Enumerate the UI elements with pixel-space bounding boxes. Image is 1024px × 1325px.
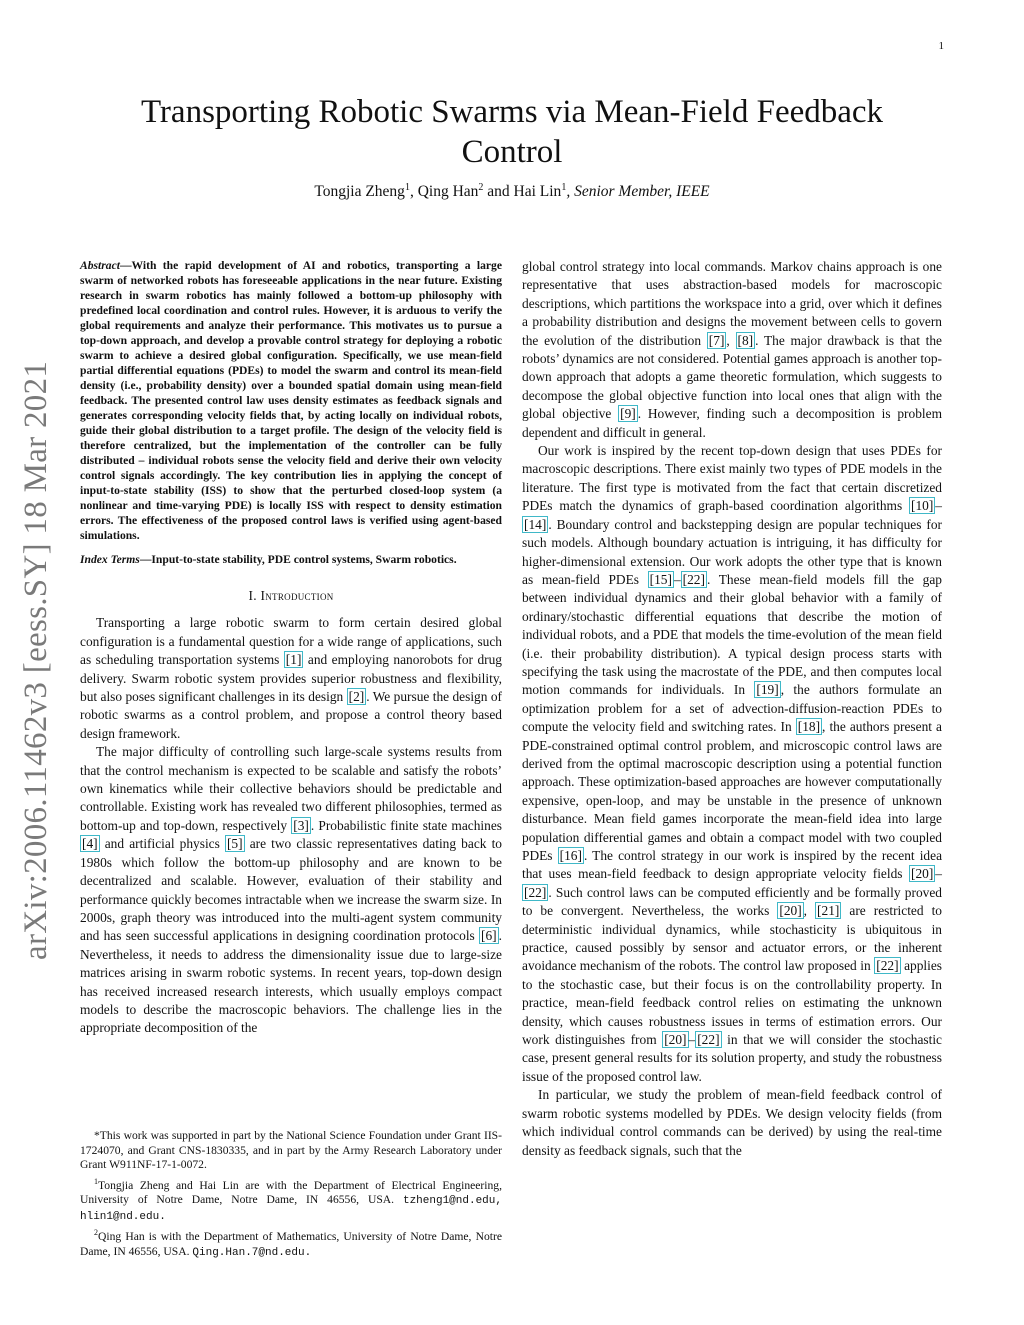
arxiv-identifier-stamp[interactable]: arXiv:2006.11462v3 [eess.SY] 18 Mar 2021	[18, 360, 54, 960]
citation-link[interactable]: [7]	[708, 332, 725, 348]
author-line	[100, 182, 924, 201]
affiliation-mark: 2	[478, 182, 484, 193]
intro-paragraph-1	[80, 614, 502, 743]
paragraph-text: . Nevertheless, it needs to address the dimensionality issue due to large-size matrices arising in swarm robotic systems. In recent years, top-down design has received increased research interests, which usually employs compact models to describe the macroscopic behaviors. The challenge lies in the appropriate decomposition of the	[80, 928, 502, 1036]
footnotes	[80, 1129, 502, 1262]
citation-link[interactable]: [22]	[682, 571, 705, 587]
right-column	[522, 258, 942, 1160]
citation-link[interactable]: [8]	[737, 332, 754, 348]
paragraph-text: global control strategy into local commands. Markov chains approach is one representative that uses abstraction-based models for macroscopic descriptions, which partitions the workspace into a grid, over which it defines a probability distribution and designs the movement between cells to govern the evolution of the distribution	[522, 259, 942, 348]
paragraph-text: –	[935, 866, 942, 882]
index-terms-text: —Input-to-state stability, PDE control systems, Swarm robotics.	[139, 553, 457, 566]
paragraph-text: applies to the stochastic case, but their focus is on the controllability property. In practice, mean-field feedback control relies on estimating the unknown density, which causes robustness issues in terms of estimation errors. Our work distinguishes from	[522, 958, 943, 1048]
intro-paragraph-4	[522, 442, 942, 1086]
citation-link[interactable]: [18]	[797, 719, 821, 735]
intro-paragraph-2	[80, 743, 502, 1038]
citation-link[interactable]: [19]	[756, 682, 779, 698]
email-address[interactable]: tzheng1@nd.edu, hlin1@nd.edu.	[80, 1195, 502, 1223]
paragraph-text: . The major drawback is that the robots’ dynamics are not considered. Potential games approach is another top-down approach that adopts a game theoretic formulation, which suggests to decompose the global objective function into local ones that align with the global objective	[522, 332, 942, 422]
author-role: , Senior Member, IEEE	[566, 183, 710, 201]
funding-footnote: *This work was supported in part by the National Science Foundation under Grant IIS-1724070, and Grant CNS-1830335, and in part by the Army Research Laboratory under Grant W911NF-17-1-0072.	[80, 1129, 502, 1172]
citation-link[interactable]: [15]	[649, 571, 672, 587]
citation-link[interactable]: [22]	[697, 1032, 720, 1048]
citation-link[interactable]: [1]	[285, 652, 302, 668]
affiliation-mark: 1	[561, 182, 567, 193]
page-number: 1	[938, 40, 944, 52]
paragraph-text: . Boundary control and backstepping design are popular techniques for such models. Although boundary actuation is intriguing, it has difficulty for higher-dimensional extension. Our work adopts the other type that is known as mean-field PDEs	[522, 516, 942, 587]
citation-link[interactable]: [20]	[779, 903, 802, 919]
paragraph-text: –	[688, 1032, 696, 1048]
citation-link[interactable]: [10]	[910, 498, 934, 514]
abstract	[80, 258, 502, 543]
paragraph-text: are restricted to deterministic individual dynamics, while stochasticity is ubiquitous in practice, caused possibly by sensor and actuator errors, or the inherent avoidance mechanism of the robots. The control law proposed in	[522, 903, 942, 974]
paper-title: Transporting Robotic Swarms via Mean-Field Feedback Control	[140, 94, 884, 170]
abstract-text: —With the rapid development of AI and robotics, transporting a large swarm of networked robots has foreseeable applications in the near future. Existing research in swarm robotics has mainly followed a bottom-up philosophy with predefined local coordination and control rules. However, it is arduous to verify the global requirements and analyze their performance. This motivates us to pursue a top-down approach, and develop a provable control strategy for deploying a robotic swarm to achieve a desired global configuration. Specifically, we use mean-field partial differential equations (PDEs) to model the swarm and control its mean-field density (i.e., probability density) over a bounded spatial domain using mean-field feedback. The presented control law uses density estimates as feedback signals and generates corresponding velocity fields that, by acting locally on individual robots, guide their global distribution to a target profile. The design of the velocity field is therefore centralized, but the implementation of the controller can be fully distributed – individual robots sense the velocity field and derive their own velocity control signals accordingly. The key contribution lies in applying the concept of input-to-state stability (ISS) to show that the perturbed closed-loop system (a nonlinear and time-varying PDE) is locally ISS with respect to density estimation errors. The effectiveness of the proposed control laws is verified using agent-based simulations.	[80, 259, 502, 542]
paragraph-text: . Such control laws can be computed efficiently and be formally proved to be convergent. Nevertheless, the works	[522, 884, 942, 919]
citation-link[interactable]: [2]	[348, 689, 365, 705]
citation-link[interactable]: [6]	[481, 928, 497, 944]
footnote-mark: 2	[94, 1228, 98, 1238]
affiliation-mark: 1	[404, 182, 410, 193]
section-heading-introduction: I. Introduction	[248, 588, 334, 603]
paragraph-text: Transporting a large robotic swarm to form certain desired global configuration is a fundamental question for a wide range of applications, such as scheduling transportation systems	[80, 615, 502, 668]
footnote-text: Tongjia Zheng and Hai Lin are with the Department of Electrical Engineering, University of Notre Dame, Notre Dame, IN 46556, USA.	[80, 1178, 502, 1207]
affiliation-footnote-2	[80, 1226, 502, 1260]
footnote-mark: 1	[94, 1176, 98, 1186]
paragraph-text: ,	[726, 332, 736, 348]
paragraph-text: . The control strategy in our work is inspired by the recent idea that uses mean-field feedback to design appropriate velocity fields	[522, 848, 943, 882]
paragraph-text: –	[935, 498, 942, 514]
citation-link[interactable]: [22]	[876, 958, 899, 974]
paragraph-text: The major difficulty of controlling such large-scale systems results from that the control mechanism is expected to be scalable and satisfy the robots’ own kinematics while their collective behaviors should be predictable and controllable. Existing work has revealed two different philosophies, termed as bottom-up and top-down, respectively	[80, 744, 502, 833]
paragraph-text: ,	[803, 903, 816, 919]
footnote-text: Qing Han is with the Department of Mathematics, University of Notre Dame, Notre Dame, IN 46556, USA.	[80, 1230, 502, 1258]
intro-paragraph-5	[522, 1086, 942, 1160]
citation-link[interactable]: [20]	[664, 1032, 687, 1048]
paragraph-text: –	[673, 571, 681, 587]
paragraph-text: , the authors present a PDE-constrained optimal control problem, and microscopic control laws are derived from the optimal macroscopic description using a potential function approach. These optimization-based approaches are however computationally expensive, open-loop, and may be unstable in the presence of unknown disturbance. Mean field games incorporate the mean-field idea into large population differential games and obtain a compact model with two coupled PDEs	[522, 719, 942, 863]
intro-paragraph-3	[522, 258, 942, 442]
paragraph-text: in that we will consider the stochastic case, present general results for its solution property, and study the robustness issue of the proposed control law.	[522, 1032, 942, 1084]
citation-link[interactable]: [16]	[559, 848, 582, 863]
paragraph-text: . We pursue the design of robotic swarms as a control problem, and propose a control theory based design framework.	[80, 689, 502, 741]
paragraph-text: and employing nanorobots for drug delivery. Swarm robotic system provides superior robustness and flexibility, but also poses significant challenges in its design	[80, 652, 502, 705]
citation-link[interactable]: [20]	[910, 866, 934, 882]
citation-link[interactable]: [21]	[817, 903, 840, 919]
paragraph-text: . Probabilistic finite state machines	[310, 817, 502, 833]
paragraph-text: In particular, we study the problem of mean-field feedback control of swarm robotic systems modelled by PDEs. We design velocity fields (from which individual control commands can be derived) by using the real-time density as feedback signals, such that the	[522, 1087, 942, 1158]
citation-link[interactable]: [4]	[82, 836, 98, 852]
author-name: and Hai Lin	[483, 183, 562, 201]
index-terms-label: Index Terms	[80, 553, 140, 566]
paragraph-text: Our work is inspired by the recent top-down design that uses PDEs for macroscopic descriptions. There exist mainly two types of PDE models in the literature. The first type is motivated from the fact that certain discretized PDEs match the dynamics of graph-based coordination algorithms	[522, 443, 942, 514]
citation-link[interactable]: [22]	[524, 884, 547, 900]
paragraph-text: and artificial physics	[99, 836, 225, 852]
author-name: , Qing Han	[409, 183, 479, 201]
citation-link[interactable]: [9]	[620, 406, 636, 422]
email-address[interactable]: Qing.Han.7@nd.edu.	[192, 1246, 312, 1259]
paragraph-text: . These mean-field models fill the gap between individual dynamics and their global behavior with a family of ordinary/stochastic differential equations that describe the motion of individual robots, and a PDE that models the time-evolution of the mean field (i.e. their probability distribution). A typical design process starts with specifying the task using the macrostate of the PDE, and then computes local motion commands for individuals. In	[522, 571, 942, 698]
citation-link[interactable]: [14]	[524, 516, 547, 532]
left-column	[80, 258, 502, 1038]
paragraph-text: . However, finding such a decomposition is problem dependent and difficult in general.	[522, 406, 942, 440]
citation-link[interactable]: [3]	[293, 817, 309, 833]
affiliation-footnote-1	[80, 1175, 502, 1225]
abstract-label: Abstract	[80, 259, 120, 272]
index-terms	[80, 552, 502, 567]
paragraph-text: , the authors formulate an optimization problem for a set of advection-diffusion-reaction PDEs to compute the velocity field and switching rates. In	[522, 682, 942, 735]
author-name: Tongjia Zheng	[314, 183, 405, 201]
paragraph-text: are two classic representatives dating back to 1980s which follow the bottom-up philosophy and are known to be decentralized and scalable. However, evaluation of their stability and performance quickly becomes intractable when we increase the swarm size. In 2000s, graph theory was introduced into the multi-agent system community and has seen successful applications in designing coordination protocols	[80, 836, 502, 944]
citation-link[interactable]: [5]	[226, 836, 243, 852]
